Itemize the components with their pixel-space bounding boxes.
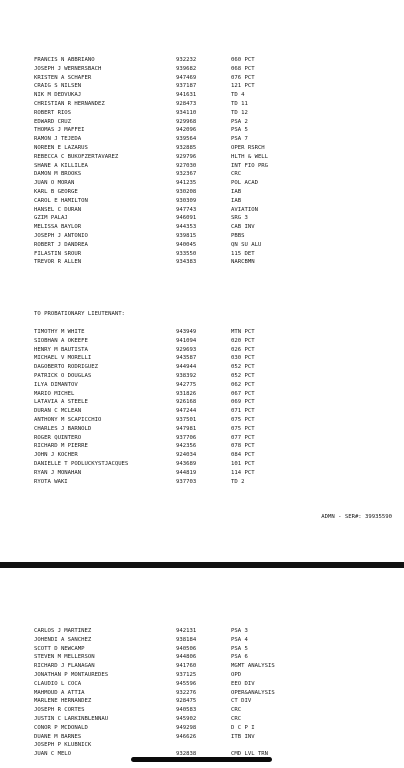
tax-id-cell: 934383	[176, 259, 197, 266]
tax-id-cell: 944944	[176, 364, 197, 371]
command-cell: 060 PCT	[231, 57, 255, 63]
roster-row	[34, 109, 364, 118]
command-cell: 069 PCT	[231, 399, 255, 406]
command-cell: SRG 3	[231, 215, 248, 222]
command-cell: 026 PCT	[231, 346, 255, 353]
command-cell: 020 PCT	[231, 337, 255, 344]
command-cell: PSA 7	[231, 136, 248, 143]
name-cell: CAROL E HAMILTON	[34, 197, 88, 204]
tax-id-cell: 944819	[176, 469, 197, 476]
command-cell: 030 PCT	[231, 355, 255, 362]
command-cell: 071 PCT	[231, 408, 255, 415]
tax-id-cell: 924034	[176, 452, 197, 459]
name-cell: JOSEPH J WERNERSBACH	[34, 65, 102, 72]
tax-id-cell: 942096	[176, 127, 197, 134]
command-cell: PSA 4	[231, 636, 248, 643]
name-cell: HENRY M BAUTISTA	[34, 346, 88, 353]
command-cell: 077 PCT	[231, 434, 255, 441]
command-cell: 076 PCT	[231, 74, 255, 81]
name-cell: ILYA DIMANTOV	[34, 381, 78, 388]
command-cell: 052 PCT	[231, 364, 255, 371]
name-cell: MARLENE HERNANDEZ	[34, 698, 92, 705]
tax-id-cell: 928473	[176, 100, 197, 107]
command-cell: PSA 2	[231, 118, 248, 125]
section-heading-probationary-lieutenant: TO PROBATIONARY LIEUTENANT:	[34, 311, 125, 317]
roster-row	[34, 179, 364, 188]
name-cell: JOSEPH J ANTONIO	[34, 232, 88, 239]
command-cell: POL ACAD	[231, 180, 258, 187]
name-cell: JOSEPH R CORTES	[34, 707, 85, 714]
name-cell: MARIO MICHEL	[34, 390, 75, 397]
command-cell: INT FIO PRG	[231, 162, 269, 169]
roster-row	[34, 724, 364, 733]
name-cell: GZIM PALAJ	[34, 215, 68, 222]
tax-id-cell: 929968	[176, 118, 197, 125]
command-cell: CRC	[231, 171, 242, 178]
tax-id-cell: 932367	[176, 171, 197, 178]
name-cell: DUANE M BARNES	[34, 733, 82, 740]
roster-row	[34, 460, 364, 469]
tax-id-cell: 934110	[176, 109, 197, 116]
tax-id-cell: 927030	[176, 162, 197, 169]
tax-id-cell: 932838	[176, 751, 197, 758]
command-cell: 062 PCT	[231, 381, 255, 388]
command-cell: 078 PCT	[231, 443, 255, 450]
name-cell: SHANE A KILLILEA	[34, 162, 88, 169]
roster-row	[34, 398, 364, 407]
tax-id-cell: 939682	[176, 65, 197, 72]
promotion-list-section-a	[34, 56, 364, 267]
command-cell: EEO DIV	[231, 680, 255, 687]
command-cell: 075 PCT	[231, 425, 255, 432]
tax-id-cell: 945596	[176, 680, 197, 687]
roster-row	[34, 328, 364, 337]
tax-id-cell: 930208	[176, 188, 197, 195]
roster-row	[34, 188, 364, 197]
roster-row	[34, 653, 364, 662]
command-cell: 067 PCT	[231, 390, 255, 397]
tax-id-cell: 947743	[176, 206, 197, 213]
command-cell: D C P I	[231, 724, 255, 731]
name-cell: CHARLES J BARNOLD	[34, 425, 92, 432]
name-cell: CARLOS J MARTINEZ	[34, 628, 92, 634]
tax-id-cell: 942775	[176, 381, 197, 388]
roster-row	[34, 478, 364, 487]
roster-row	[34, 662, 364, 671]
command-cell: PSA 5	[231, 127, 248, 134]
roster-row	[34, 416, 364, 425]
tax-id-cell: 926168	[176, 399, 197, 406]
name-cell: STEVEN M MELLERSON	[34, 654, 95, 661]
command-cell: IAB	[231, 188, 242, 195]
roster-row	[34, 258, 364, 267]
name-cell: TIMOTHY M WHITE	[34, 329, 85, 335]
roster-row	[34, 135, 364, 144]
name-cell: HANSEL C DURAN	[34, 206, 82, 213]
name-cell: THOMAS J MAFFEI	[34, 127, 85, 134]
command-cell: MGMT ANALYSIS	[231, 663, 275, 670]
tax-id-cell: 947981	[176, 425, 197, 432]
roster-row	[34, 381, 364, 390]
tax-id-cell: 932232	[176, 57, 197, 63]
name-cell: RICHARD J FLANAGAN	[34, 663, 95, 670]
tax-id-cell: 944353	[176, 224, 197, 231]
tax-id-cell: 942131	[176, 628, 197, 634]
name-cell: CONOR P MCDONALD	[34, 724, 88, 731]
roster-row	[34, 162, 364, 171]
roster-row	[34, 715, 364, 724]
command-cell: AVIATION	[231, 206, 258, 213]
name-cell: DAGOBERTO RODRIGUEZ	[34, 364, 98, 371]
name-cell: FILASTIN SROUR	[34, 250, 82, 257]
name-cell: FRANCIS N ABBRIANO	[34, 57, 95, 63]
command-cell: TD 12	[231, 109, 248, 116]
name-cell: RYAN J MONAHAN	[34, 469, 82, 476]
roster-row	[34, 733, 364, 742]
command-cell: TD 11	[231, 100, 248, 107]
tax-id-cell: 929693	[176, 346, 197, 353]
command-cell: IAB	[231, 197, 242, 204]
command-cell: CRC	[231, 715, 242, 722]
tax-id-cell: 937706	[176, 434, 197, 441]
command-cell: 052 PCT	[231, 372, 255, 379]
roster-row	[34, 153, 364, 162]
document-page-2	[0, 568, 404, 768]
tax-id-cell: 940506	[176, 645, 197, 652]
name-cell: SIOBHAN A OKEEFE	[34, 337, 88, 344]
tax-id-cell: 941631	[176, 92, 197, 99]
name-cell: RYOTA WAKI	[34, 478, 68, 485]
name-cell: SCOTT D NEWCAMP	[34, 645, 85, 652]
roster-row	[34, 100, 364, 109]
command-cell: PBBS	[231, 232, 245, 239]
command-cell: QN SU ALU	[231, 241, 262, 248]
roster-row	[34, 241, 364, 250]
tax-id-cell: 942356	[176, 443, 197, 450]
tax-id-cell: 941094	[176, 337, 197, 344]
home-indicator-bar[interactable]	[131, 757, 272, 762]
name-cell: JOHN J KOCHER	[34, 452, 78, 459]
command-cell: 084 PCT	[231, 452, 255, 459]
name-cell: CHRISTIAN R HERNANDEZ	[34, 100, 105, 107]
tax-id-cell: 937703	[176, 478, 197, 485]
command-cell: OPER&ANALYSIS	[231, 689, 275, 696]
roster-row	[34, 627, 364, 636]
roster-row	[34, 671, 364, 680]
name-cell: ROBERT J DANDREA	[34, 241, 88, 248]
command-cell: 114 PCT	[231, 469, 255, 476]
roster-row	[34, 118, 364, 127]
name-cell: ANTHONY M SCAPICCHIO	[34, 416, 102, 423]
roster-row	[34, 442, 364, 451]
promotion-list-section-c	[34, 627, 364, 759]
command-cell: ITB INV	[231, 733, 255, 740]
command-cell: 121 PCT	[231, 83, 255, 90]
roster-row	[34, 706, 364, 715]
name-cell: REBECCA C BUKOFZERTAVAREZ	[34, 153, 119, 160]
name-cell: TREVOR R ALLEN	[34, 259, 82, 266]
tax-id-cell: 943587	[176, 355, 197, 362]
name-cell: JUAN O MORAN	[34, 180, 75, 187]
tax-id-cell: 932885	[176, 144, 197, 151]
command-cell: PSA 6	[231, 654, 248, 661]
tax-id-cell: 943949	[176, 329, 197, 335]
roster-row	[34, 425, 364, 434]
promotion-list-section-b	[34, 328, 364, 486]
roster-row	[34, 741, 364, 750]
name-cell: JOHENDI A SANCHEZ	[34, 636, 92, 643]
command-cell: 075 PCT	[231, 416, 255, 423]
roster-row	[34, 390, 364, 399]
roster-row	[34, 91, 364, 100]
tax-id-cell: 932276	[176, 689, 197, 696]
roster-row	[34, 170, 364, 179]
name-cell: MAHMOUD A ATTIA	[34, 689, 85, 696]
name-cell: CRAIG S NILSEN	[34, 83, 82, 90]
tax-id-cell: 929796	[176, 153, 197, 160]
roster-row	[34, 56, 364, 65]
name-cell: MELISSA BAYLOR	[34, 224, 82, 231]
command-cell: CRC	[231, 707, 242, 714]
roster-row	[34, 206, 364, 215]
name-cell: JUAN C MELO	[34, 751, 72, 758]
tax-id-cell: 937187	[176, 83, 197, 90]
name-cell: DAMON M BROOKS	[34, 171, 82, 178]
roster-row	[34, 645, 364, 654]
roster-row	[34, 65, 364, 74]
tax-id-cell: 944806	[176, 654, 197, 661]
name-cell: ROGER QUINTERO	[34, 434, 82, 441]
command-cell: CAB INV	[231, 224, 255, 231]
tax-id-cell: 940045	[176, 241, 197, 248]
command-cell: TD 2	[231, 478, 245, 485]
command-cell: CT DIV	[231, 698, 252, 705]
tax-id-cell: 931826	[176, 390, 197, 397]
roster-row	[34, 214, 364, 223]
name-cell: RICHARD M PIERRE	[34, 443, 88, 450]
roster-row	[34, 197, 364, 206]
name-cell: JOSEPH P KLUBNICK	[34, 742, 92, 749]
tax-id-cell: 939815	[176, 232, 197, 239]
command-cell: OPD	[231, 671, 242, 678]
roster-row	[34, 232, 364, 241]
command-cell: 101 PCT	[231, 460, 255, 467]
command-cell: PSA 3	[231, 628, 248, 634]
tax-id-cell: 928475	[176, 698, 197, 705]
roster-row	[34, 636, 364, 645]
roster-row	[34, 363, 364, 372]
roster-row	[34, 407, 364, 416]
tax-id-cell: 939564	[176, 136, 197, 143]
roster-row	[34, 469, 364, 478]
name-cell: RAMON J TEJEDA	[34, 136, 82, 143]
roster-row	[34, 372, 364, 381]
roster-row	[34, 82, 364, 91]
tax-id-cell: 947244	[176, 408, 197, 415]
name-cell: PATRICK O DOUGLAS	[34, 372, 92, 379]
roster-row	[34, 250, 364, 259]
name-cell: NOREEN E LAZARUS	[34, 144, 88, 151]
name-cell: DANIELLE T PODLUCKYSTJACQUES	[34, 460, 129, 467]
name-cell: JUSTIN C LARKINBLENNAU	[34, 715, 109, 722]
roster-row	[34, 144, 364, 153]
tax-id-cell: 943689	[176, 460, 197, 467]
tax-id-cell: 930309	[176, 197, 197, 204]
name-cell: DURAN C MCLEAN	[34, 408, 82, 415]
document-footer-serial: ADMN - SER#: 39935590	[321, 514, 392, 520]
tax-id-cell: 933550	[176, 250, 197, 257]
tax-id-cell: 938184	[176, 636, 197, 643]
tax-id-cell: 947469	[176, 74, 197, 81]
name-cell: EDWARD CRUZ	[34, 118, 72, 125]
name-cell: JONATHAN P MONTAUREDES	[34, 671, 109, 678]
roster-row	[34, 451, 364, 460]
tax-id-cell: 938392	[176, 372, 197, 379]
tax-id-cell: 940583	[176, 707, 197, 714]
name-cell: MICHAEL V MORELLI	[34, 355, 92, 362]
tax-id-cell: 946626	[176, 733, 197, 740]
roster-row	[34, 689, 364, 698]
tax-id-cell: 946091	[176, 215, 197, 222]
name-cell: ROBERT RIOS	[34, 109, 72, 116]
tax-id-cell: 945902	[176, 715, 197, 722]
command-cell: OPER RSRCH	[231, 144, 265, 151]
name-cell: KARL B GEORGE	[34, 188, 78, 195]
tax-id-cell: 937125	[176, 671, 197, 678]
roster-row	[34, 434, 364, 443]
command-cell: TD 4	[231, 92, 245, 99]
roster-row	[34, 680, 364, 689]
roster-row	[34, 126, 364, 135]
command-cell: 068 PCT	[231, 65, 255, 72]
tax-id-cell: 937501	[176, 416, 197, 423]
tax-id-cell: 949298	[176, 724, 197, 731]
name-cell: NIK M DEDVUKAJ	[34, 92, 82, 99]
name-cell: KRISTEN A SCHAFER	[34, 74, 92, 81]
roster-row	[34, 697, 364, 706]
name-cell: CLAUDIO L COCA	[34, 680, 82, 687]
command-cell: CMD LVL TRN	[231, 751, 269, 758]
tax-id-cell: 941760	[176, 663, 197, 670]
command-cell: NARCBMN	[231, 259, 255, 266]
tax-id-cell: 941235	[176, 180, 197, 187]
roster-row	[34, 74, 364, 83]
roster-row	[34, 337, 364, 346]
name-cell: LATAVIA A STEELE	[34, 399, 88, 406]
roster-row	[34, 346, 364, 355]
command-cell: PSA 5	[231, 645, 248, 652]
command-cell: HLTH & WELL	[231, 153, 269, 160]
roster-row	[34, 354, 364, 363]
command-cell: MTN PCT	[231, 329, 255, 335]
roster-row	[34, 223, 364, 232]
command-cell: 115 DET	[231, 250, 255, 257]
